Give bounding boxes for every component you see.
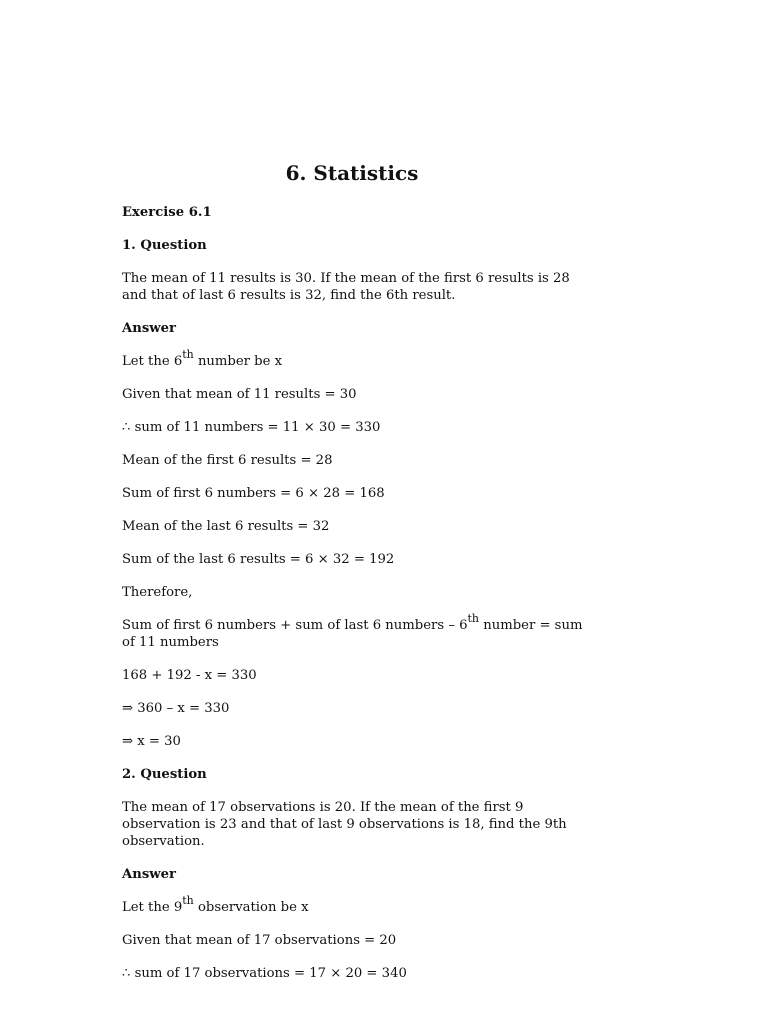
answer-1-line: 168 + 192 - x = 330 [122, 668, 257, 683]
answer-1-line: ⇒ x = 30 [122, 734, 181, 749]
answer-2-let-line [122, 893, 590, 916]
answer-1-line: Mean of the first 6 results = 28 [122, 453, 333, 468]
answer-1-line: Therefore, [122, 585, 193, 600]
question-2-heading: 2. Question [122, 767, 207, 782]
answer-1-line: ⇒ 360 – x = 330 [122, 701, 230, 716]
answer-1-line: Sum of the last 6 results = 6 × 32 = 192 [122, 552, 395, 567]
answer-1-let-sup: th [182, 347, 194, 361]
answer-1-eq-sup: th [467, 611, 480, 625]
answer-1-line: Mean of the last 6 results = 32 [122, 519, 330, 534]
question-1-text: The mean of 11 results is 30. If the mean of the first 6 results is 28 and that of last 6 results is 32, find the 6th result. [122, 271, 570, 303]
answer-1-eq-post: number = sum of 11 numbers [122, 618, 583, 650]
document-content [122, 204, 590, 998]
answer-1-line: ∴ sum of 11 numbers = 11 × 30 = 330 [122, 420, 381, 435]
exercise-heading: Exercise 6.1 [122, 205, 212, 220]
answer-1-let-line [122, 347, 590, 370]
answer-1-line: Given that mean of 11 results = 30 [122, 387, 357, 402]
answer-2-let-sup: th [182, 893, 194, 907]
chapter-title: 6. Statistics [285, 161, 419, 185]
answer-2-line: ∴ sum of 17 observations = 17 × 20 = 340 [122, 966, 407, 981]
answer-2-line: Given that mean of 17 observations = 20 [122, 933, 397, 948]
question-2-text: The mean of 17 observations is 20. If the mean of the first 9 observation is 23 and that of last 9 observations is 18, find the 9th observation. [122, 800, 567, 849]
answer-1-equation-line [122, 611, 590, 651]
question-1-heading: 1. Question [122, 238, 207, 253]
answer-1-heading: Answer [122, 321, 176, 336]
answer-2-heading: Answer [122, 867, 176, 882]
answer-2-let-post: observation be x [193, 900, 309, 915]
answer-1-let-pre: Let the 6 [122, 354, 183, 369]
answer-1-let-post: number be x [193, 354, 283, 369]
answer-1-line: Sum of first 6 numbers = 6 × 28 = 168 [122, 486, 385, 501]
answer-1-eq-pre: Sum of first 6 numbers + sum of last 6 numbers – 6 [122, 618, 468, 633]
answer-2-let-pre: Let the 9 [122, 900, 183, 915]
